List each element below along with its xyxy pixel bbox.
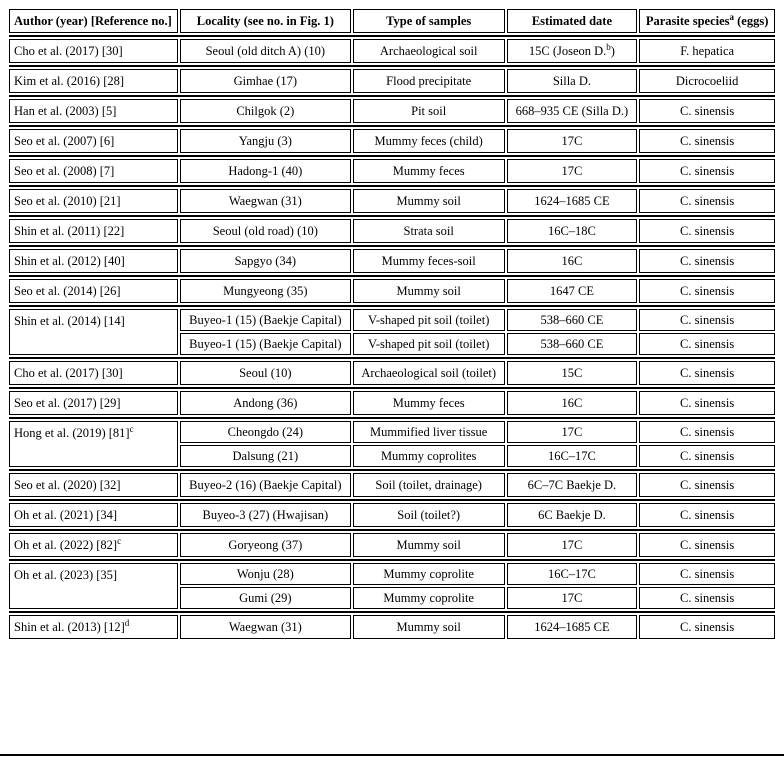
parasite-cell: C. sinensis bbox=[639, 361, 775, 385]
group-separator bbox=[9, 611, 775, 613]
author-cell bbox=[9, 219, 178, 243]
author-text: Seo et al. (2020) [32] bbox=[14, 478, 121, 492]
author-cell bbox=[9, 533, 178, 557]
author-text: Hong et al. (2019) [81] bbox=[14, 426, 130, 440]
date-text: 15C bbox=[561, 366, 583, 380]
author-cell bbox=[9, 279, 178, 303]
group-separator bbox=[9, 275, 775, 277]
locality-cell: Andong (36) bbox=[180, 391, 351, 415]
separator-line bbox=[9, 95, 775, 97]
separator-line bbox=[9, 125, 775, 127]
author-cell bbox=[9, 69, 178, 93]
author-text: Seo et al. (2014) [26] bbox=[14, 284, 121, 298]
group-separator bbox=[9, 387, 775, 389]
locality-cell: Buyeo-1 (15) (Baekje Capital) bbox=[180, 309, 351, 331]
separator-line bbox=[9, 215, 775, 217]
locality-cell: Sapgyo (34) bbox=[180, 249, 351, 273]
author-cell bbox=[9, 129, 178, 153]
author-cell bbox=[9, 309, 178, 355]
separator-line bbox=[9, 387, 775, 389]
author-text: Oh et al. (2022) [82] bbox=[14, 538, 118, 552]
parasite-records-table bbox=[7, 7, 777, 641]
locality-cell: Waegwan (31) bbox=[180, 189, 351, 213]
sample-type-cell: Strata soil bbox=[353, 219, 505, 243]
locality-cell: Dalsung (21) bbox=[180, 445, 351, 467]
sample-type-cell: Mummy feces-soil bbox=[353, 249, 505, 273]
sample-type-cell: Mummified liver tissue bbox=[353, 421, 505, 443]
author-cell bbox=[9, 391, 178, 415]
author-text: Seo et al. (2017) [29] bbox=[14, 396, 121, 410]
header-parasite-text: Parasite species bbox=[645, 14, 730, 28]
author-cell bbox=[9, 563, 178, 609]
sample-type-cell: Mummy soil bbox=[353, 533, 505, 557]
separator-line bbox=[9, 559, 775, 561]
author-cell bbox=[9, 249, 178, 273]
table-row bbox=[9, 129, 775, 153]
separator-line bbox=[9, 185, 775, 187]
sample-type-cell: Mummy coprolite bbox=[353, 587, 505, 609]
parasite-cell: C. sinensis bbox=[639, 587, 775, 609]
sample-type-cell: Mummy feces bbox=[353, 391, 505, 415]
date-text: 538–660 CE bbox=[540, 337, 604, 351]
table-row bbox=[9, 615, 775, 639]
date-cell bbox=[507, 587, 638, 609]
parasite-cell: C. sinensis bbox=[639, 159, 775, 183]
author-cell bbox=[9, 473, 178, 497]
table-row bbox=[9, 69, 775, 93]
locality-cell: Cheongdo (24) bbox=[180, 421, 351, 443]
separator-line bbox=[9, 65, 775, 67]
separator-line bbox=[9, 357, 775, 359]
table-row bbox=[9, 563, 775, 585]
parasite-cell: C. sinensis bbox=[639, 445, 775, 467]
author-footnote: d bbox=[124, 617, 130, 628]
date-text: 1624–1685 CE bbox=[534, 194, 610, 208]
group-separator bbox=[9, 559, 775, 561]
locality-cell: Buyeo-3 (27) (Hwajisan) bbox=[180, 503, 351, 527]
date-cell bbox=[507, 219, 638, 243]
header-author: Author (year) [Reference no.] bbox=[9, 9, 178, 33]
parasite-cell: C. sinensis bbox=[639, 219, 775, 243]
sample-type-cell: Pit soil bbox=[353, 99, 505, 123]
sample-type-cell: Mummy soil bbox=[353, 279, 505, 303]
group-separator bbox=[9, 499, 775, 501]
locality-cell: Mungyeong (35) bbox=[180, 279, 351, 303]
author-cell bbox=[9, 615, 178, 639]
table-row bbox=[9, 533, 775, 557]
bottom-rule bbox=[0, 754, 784, 756]
author-text: Shin et al. (2012) [40] bbox=[14, 254, 125, 268]
date-text: 6C–7C Baekje D. bbox=[527, 478, 617, 492]
author-text: Shin et al. (2014) [14] bbox=[14, 314, 125, 328]
date-cell bbox=[507, 473, 638, 497]
date-text: 1624–1685 CE bbox=[534, 620, 610, 634]
locality-cell: Buyeo-2 (16) (Baekje Capital) bbox=[180, 473, 351, 497]
date-text: 16C bbox=[561, 396, 583, 410]
author-cell bbox=[9, 361, 178, 385]
sample-type-cell: Mummy soil bbox=[353, 615, 505, 639]
author-text: Cho et al. (2017) [30] bbox=[14, 44, 123, 58]
separator-line bbox=[9, 275, 775, 277]
date-cell bbox=[507, 129, 638, 153]
header-type: Type of samples bbox=[353, 9, 505, 33]
table-row bbox=[9, 503, 775, 527]
sample-type-cell: Mummy coprolite bbox=[353, 563, 505, 585]
group-separator bbox=[9, 469, 775, 471]
header-locality: Locality (see no. in Fig. 1) bbox=[180, 9, 351, 33]
sample-type-cell: V-shaped pit soil (toilet) bbox=[353, 333, 505, 355]
author-text: Han et al. (2003) [5] bbox=[14, 104, 117, 118]
parasite-cell: C. sinensis bbox=[639, 279, 775, 303]
parasite-cell: C. sinensis bbox=[639, 615, 775, 639]
author-footnote: c bbox=[117, 535, 122, 546]
group-separator bbox=[9, 35, 775, 37]
table-row bbox=[9, 361, 775, 385]
separator-line bbox=[9, 155, 775, 157]
header-row bbox=[9, 9, 775, 33]
parasite-cell: C. sinensis bbox=[639, 309, 775, 331]
parasite-cell: Dicrocoeliid bbox=[639, 69, 775, 93]
separator-line bbox=[9, 529, 775, 531]
date-text: 16C bbox=[561, 254, 583, 268]
author-text: Shin et al. (2013) [12] bbox=[14, 620, 125, 634]
date-cell bbox=[507, 563, 638, 585]
author-text: Oh et al. (2021) [34] bbox=[14, 508, 118, 522]
date-text: 16C–17C bbox=[547, 449, 596, 463]
date-text: 16C–18C bbox=[547, 224, 596, 238]
locality-cell: Goryeong (37) bbox=[180, 533, 351, 557]
author-text: Shin et al. (2011) [22] bbox=[14, 224, 125, 238]
date-cell bbox=[507, 333, 638, 355]
locality-cell: Wonju (28) bbox=[180, 563, 351, 585]
date-text: 17C bbox=[561, 425, 583, 439]
table-row bbox=[9, 99, 775, 123]
date-text: 17C bbox=[561, 134, 583, 148]
author-cell bbox=[9, 39, 178, 63]
parasite-cell: F. hepatica bbox=[639, 39, 775, 63]
table-row bbox=[9, 39, 775, 63]
table-row bbox=[9, 249, 775, 273]
author-footnote: c bbox=[129, 423, 134, 434]
date-cell bbox=[507, 99, 638, 123]
parasite-cell: C. sinensis bbox=[639, 473, 775, 497]
separator-line bbox=[9, 499, 775, 501]
sample-type-cell: Mummy feces bbox=[353, 159, 505, 183]
author-cell bbox=[9, 159, 178, 183]
date-cell bbox=[507, 39, 638, 63]
group-separator bbox=[9, 215, 775, 217]
author-text: Cho et al. (2017) [30] bbox=[14, 366, 123, 380]
date-cell bbox=[507, 503, 638, 527]
date-text: 17C bbox=[561, 591, 583, 605]
date-text: 16C–17C bbox=[547, 567, 596, 581]
group-separator bbox=[9, 305, 775, 307]
date-text: 15C (Joseon D. bbox=[528, 44, 607, 58]
date-footnote: b bbox=[606, 41, 611, 52]
date-text: 1647 CE bbox=[549, 284, 594, 298]
locality-cell: Gimhae (17) bbox=[180, 69, 351, 93]
table-row bbox=[9, 309, 775, 331]
date-text: 538–660 CE bbox=[540, 313, 604, 327]
date-text: 17C bbox=[561, 538, 583, 552]
separator-line bbox=[9, 35, 775, 37]
author-text: Seo et al. (2007) [6] bbox=[14, 134, 115, 148]
sample-type-cell: Archaeological soil bbox=[353, 39, 505, 63]
date-cell bbox=[507, 445, 638, 467]
parasite-cell: C. sinensis bbox=[639, 503, 775, 527]
date-suffix: ) bbox=[610, 44, 615, 58]
date-cell bbox=[507, 189, 638, 213]
locality-cell: Yangju (3) bbox=[180, 129, 351, 153]
locality-cell: Seoul (old ditch A) (10) bbox=[180, 39, 351, 63]
sample-type-cell: V-shaped pit soil (toilet) bbox=[353, 309, 505, 331]
header-parasite-eggs: (eggs) bbox=[734, 14, 769, 28]
header-parasite-sup: a bbox=[729, 11, 735, 22]
date-cell bbox=[507, 249, 638, 273]
group-separator bbox=[9, 155, 775, 157]
header-date: Estimated date bbox=[507, 9, 638, 33]
parasite-cell: C. sinensis bbox=[639, 421, 775, 443]
sample-type-cell: Mummy soil bbox=[353, 189, 505, 213]
locality-cell: Chilgok (2) bbox=[180, 99, 351, 123]
table-row bbox=[9, 421, 775, 443]
date-cell bbox=[507, 279, 638, 303]
group-separator bbox=[9, 185, 775, 187]
group-separator bbox=[9, 95, 775, 97]
sample-type-cell: Mummy feces (child) bbox=[353, 129, 505, 153]
author-cell bbox=[9, 99, 178, 123]
locality-cell: Waegwan (31) bbox=[180, 615, 351, 639]
author-cell bbox=[9, 503, 178, 527]
date-cell bbox=[507, 361, 638, 385]
sample-type-cell: Flood precipitate bbox=[353, 69, 505, 93]
date-text: Silla D. bbox=[552, 74, 592, 88]
author-text: Oh et al. (2023) [35] bbox=[14, 568, 118, 582]
author-text: Seo et al. (2008) [7] bbox=[14, 164, 115, 178]
parasite-cell: C. sinensis bbox=[639, 99, 775, 123]
group-separator bbox=[9, 417, 775, 419]
author-cell bbox=[9, 421, 178, 467]
sample-type-cell: Soil (toilet, drainage) bbox=[353, 473, 505, 497]
separator-line bbox=[9, 611, 775, 613]
separator-line bbox=[9, 245, 775, 247]
parasite-cell: C. sinensis bbox=[639, 333, 775, 355]
date-cell bbox=[507, 533, 638, 557]
sample-type-cell: Soil (toilet?) bbox=[353, 503, 505, 527]
locality-cell: Gumi (29) bbox=[180, 587, 351, 609]
author-text: Seo et al. (2010) [21] bbox=[14, 194, 121, 208]
parasite-cell: C. sinensis bbox=[639, 129, 775, 153]
locality-cell: Seoul (10) bbox=[180, 361, 351, 385]
parasite-cell: C. sinensis bbox=[639, 533, 775, 557]
group-separator bbox=[9, 65, 775, 67]
date-cell bbox=[507, 615, 638, 639]
group-separator bbox=[9, 245, 775, 247]
parasite-cell: C. sinensis bbox=[639, 563, 775, 585]
author-cell bbox=[9, 189, 178, 213]
date-cell bbox=[507, 159, 638, 183]
table-row bbox=[9, 279, 775, 303]
table-row bbox=[9, 391, 775, 415]
group-separator bbox=[9, 125, 775, 127]
group-separator bbox=[9, 357, 775, 359]
separator-line bbox=[9, 469, 775, 471]
date-text: 668–935 CE (Silla D.) bbox=[515, 104, 629, 118]
locality-cell: Seoul (old road) (10) bbox=[180, 219, 351, 243]
date-cell bbox=[507, 421, 638, 443]
parasite-cell: C. sinensis bbox=[639, 391, 775, 415]
date-cell bbox=[507, 391, 638, 415]
parasite-cell: C. sinensis bbox=[639, 249, 775, 273]
table-row bbox=[9, 219, 775, 243]
table-row bbox=[9, 159, 775, 183]
date-cell bbox=[507, 69, 638, 93]
group-separator bbox=[9, 529, 775, 531]
separator-line bbox=[9, 305, 775, 307]
locality-cell: Buyeo-1 (15) (Baekje Capital) bbox=[180, 333, 351, 355]
table-row bbox=[9, 473, 775, 497]
author-text: Kim et al. (2016) [28] bbox=[14, 74, 125, 88]
sample-type-cell: Archaeological soil (toilet) bbox=[353, 361, 505, 385]
date-text: 17C bbox=[561, 164, 583, 178]
date-cell bbox=[507, 309, 638, 331]
table-row bbox=[9, 189, 775, 213]
separator-line bbox=[9, 417, 775, 419]
parasite-cell: C. sinensis bbox=[639, 189, 775, 213]
date-text: 6C Baekje D. bbox=[538, 508, 606, 522]
header-parasite bbox=[639, 9, 775, 33]
table-body bbox=[9, 35, 775, 639]
sample-type-cell: Mummy coprolites bbox=[353, 445, 505, 467]
locality-cell: Hadong-1 (40) bbox=[180, 159, 351, 183]
